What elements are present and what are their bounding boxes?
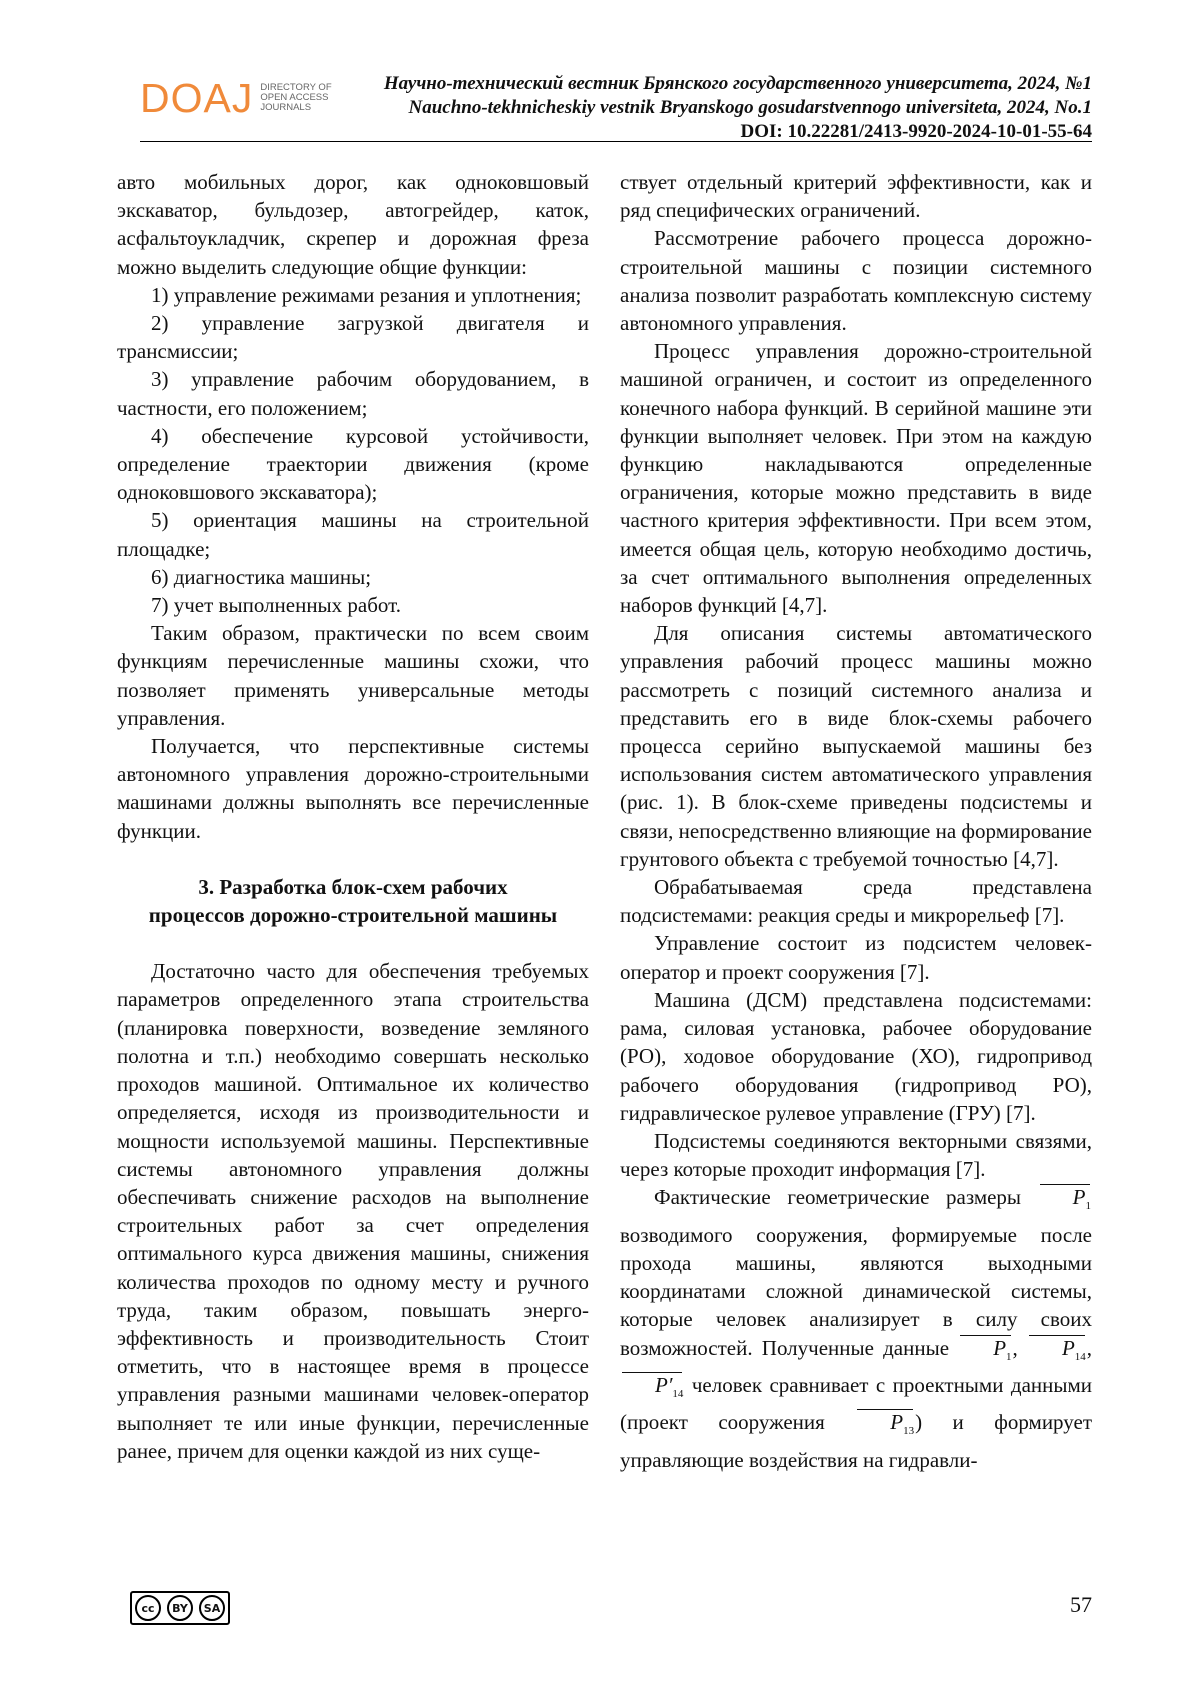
- page-number: 57: [1070, 1592, 1092, 1617]
- doi-link[interactable]: DOI: 10.22281/2413-9920-2024-10-01-55-64: [740, 121, 1092, 142]
- paragraph-with-formula: Фактические геометрические размеры $P_1$ возводимого сооружения, формируемые после прохода машины, являются выходными координатами сложной динамической системы, которые человек анализирует в силу своих возможностей. Полученные данные $P_1$, $P_{14}$, $P'_{14}$ человек сравнивает с проектными данными (проект сооружения $P_{13}$) и формирует управляющие воздействия на гидравли-: [620, 1185, 1093, 1472]
- list-item: 2) управление загрузкой двигателя и трансмиссии;: [117, 311, 589, 364]
- journal-title-ru: Научно-технический вестник Брянского государственного университета, 2024, №1: [383, 73, 1092, 94]
- cc-icon: cc: [135, 1595, 161, 1621]
- right-column: [620, 168, 1092, 1474]
- left-column: [117, 168, 589, 1465]
- list-item: 7) учет выполненных работ.: [151, 593, 401, 618]
- list-item: 5) ориентация машины на строительной площадке;: [117, 508, 589, 561]
- journal-header: [384, 72, 1092, 144]
- list-item: 1) управление режимами резания и уплотнения;: [151, 282, 582, 307]
- formula-p14-prime: $P'_{14}$: [620, 1371, 684, 1408]
- doaj-logo-subtext: DIRECTORY OF OPEN ACCESS JOURNALS: [260, 82, 332, 113]
- paragraph: Таким образом, практически по всем своим функциям перечисленные машины схожи, что позволяет применять универсальные методы управления.: [117, 621, 589, 730]
- journal-title-en: Nauchno-tekhnicheskiy vestnik Bryanskogo gosudarstvennogo universiteta, 2024, No.1: [408, 97, 1092, 118]
- list-item: 3) управление рабочим оборудованием, в частности, его положением;: [117, 367, 589, 420]
- cc-license-badge: [130, 1591, 230, 1625]
- by-icon: BY: [167, 1595, 193, 1621]
- page-header: [140, 72, 1092, 142]
- section-heading: 3. Разработка блок-схем рабочих процессов дорожно-строительной машины: [148, 874, 558, 928]
- paragraph: Подсистемы соединяются векторными связями, через которые проходит информация [7].: [620, 1128, 1092, 1182]
- paragraph: Рассмотрение рабочего процесса дорожно-строительной машины с позиции системного анализа позволит разработать комплексную систему автономного управления.: [620, 226, 1092, 336]
- paragraph: Управление состоит из подсистем человек-оператор и проект сооружения [7].: [620, 931, 1092, 984]
- paragraph: Процесс управления дорожно-строительной машиной ограничен, и состоит из определенного конечного набора функций. В серийной машине эти функции выполняет человек. При этом на каждую функцию накладываются определенные ограничения, которые можно представить в виде частного критерия эффективности. При всем этом, имеется общая цель, которую необходимо достичь, за счет оптимального выполнения определенных наборов функций [4,7].: [620, 339, 1092, 618]
- doaj-logo: [140, 76, 332, 120]
- header-rule: [140, 141, 1092, 142]
- paragraph: Достаточно часто для обеспечения требуемых параметров определенного этапа строительства (планировка поверхности, возведение земляного полотна и т.п.) необходимо совершать несколько проходов машиной. Оптимальное их количество определяется, исходя из производительности и мощности используемой машины. Перспективные системы автономного управления должны обеспечивать снижение расходов на выполнение строительных работ за счет определения оптимального курса движения машины, снижения количества проходов по одному месту и ручного труда, таким образом, повышать энерго-эффективность и производительность Стоит отметить, что в настоящее время в процессе управления разными машинами человек-оператор выполняет те или иные функции, перечисленные ранее, причем для оценки каждой из них суще-: [117, 959, 589, 1463]
- paragraph: Обрабатываемая среда представлена подсистемами: реакция среды и микрорельеф [7].: [620, 875, 1092, 928]
- formula-p13: $P_{13}$: [855, 1408, 915, 1445]
- paragraph: Для описания системы автоматического управления рабочий процесс машины можно рассмотреть с позиций системного анализа и представить его в виде блок-схемы рабочего процесса серийно выпускаемой машины без использования систем автоматического управления (рис. 1). В блок-схеме приведены подсистемы и связи, непосредственно влияющие на формирование грунтового объекта с требуемой точностью [4,7].: [620, 621, 1092, 871]
- formula-p14: $P_{14}$: [1027, 1334, 1087, 1371]
- formula-p1: $P_1$: [958, 1334, 1012, 1371]
- list-item: 4) обеспечение курсовой устойчивости, определение траектории движения (кроме одноковшового экскаватора);: [117, 423, 589, 505]
- paragraph: Получается, что перспективные системы автономного управления дорожно-строительными машинами должны выполнять все перечисленные функции.: [117, 734, 589, 843]
- doaj-logo-text: DOAJ: [140, 74, 254, 121]
- paragraph: ствует отдельный критерий эффективности, как и ряд специфических ограничений.: [620, 170, 1092, 223]
- list-item: 6) диагностика машины;: [151, 564, 372, 589]
- paragraph: авто мобильных дорог, как одноковшовый экскаватор, бульдозер, автогрейдер, каток, асфальтоукладчик, скрепер и дорожная фреза можно выделить следующие общие функции:: [117, 170, 589, 279]
- formula-p1: $P_1$: [1038, 1183, 1092, 1220]
- paragraph: Машина (ДСМ) представлена подсистемами: рама, силовая установка, рабочее оборудование (РО), ходовое оборудование (ХО), гидропривод рабочего оборудования (гидропривод РО), гидравлическое рулевое управление (ГРУ) [7].: [620, 987, 1092, 1125]
- sa-icon: SA: [199, 1595, 225, 1621]
